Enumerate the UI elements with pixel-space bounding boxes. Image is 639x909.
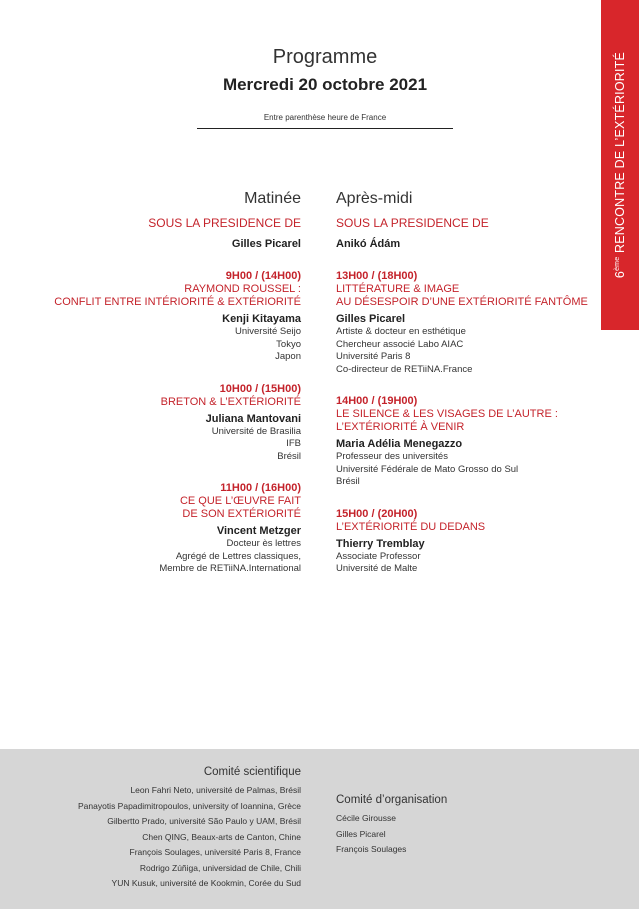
afternoon-slot-2 [336, 395, 588, 489]
committee-member: Chen QING, Beaux-arts de Canton, Chine [142, 831, 301, 842]
slot-speaker: Vincent Metzger [216, 525, 301, 537]
slot-title-line: L’EXTÉRIORITÉ DU DEDANS [336, 520, 486, 533]
morning-slot-2 [54, 383, 301, 464]
slot-affiliation: Co-directeur de RETiiNA.France [336, 363, 473, 375]
slot-title-line: CONFLIT ENTRE INTÉRIORITÉ & EXTÉRIORITÉ [54, 296, 301, 308]
slot-affiliation: Université de Brasilia [211, 425, 301, 437]
banner-label: RENCONTRE DE L’EXTÉRIORITÉ [613, 51, 627, 257]
slot-title-line: RAYMOND ROUSSEL : [184, 283, 301, 295]
morning-slot-3 [54, 482, 301, 576]
committee-member: Gilles Picarel [336, 828, 386, 839]
slot-affiliation: Membre de RETiiNA.International [159, 563, 301, 574]
slot-title-line: CE QUE L’ŒUVRE FAIT [179, 495, 301, 507]
slot-title-line: LE SILENCE & LES VISAGES DE L’AUTRE : [336, 408, 558, 420]
slot-title-line: LITTÉRATURE & IMAGE [336, 283, 460, 295]
afternoon-column [336, 189, 588, 576]
slot-affiliation: Agrégé de Lettres classiques, [175, 550, 301, 562]
morning-slot-1 [54, 270, 301, 364]
committee-member: Rodrigo Zúñiga, universidad de Chile, Chili [139, 862, 301, 873]
committees-footer [0, 749, 639, 909]
morning-chair-name: Gilles Picarel [231, 238, 301, 250]
slot-speaker: Maria Adélia Menegazzo [336, 438, 463, 450]
afternoon-title: Après-midi [336, 190, 413, 207]
afternoon-chair-name: Anikó Ádám [336, 238, 401, 250]
committee-member: Cécile Girousse [336, 813, 396, 823]
committee-member: YUN Kusuk, université de Kookmin, Corée du Sud [111, 878, 301, 888]
page-title: Programme [272, 46, 378, 68]
slot-affiliation: IFB [286, 438, 301, 449]
committee-member: Leon Fahri Neto, université de Palmas, Brésil [130, 785, 301, 795]
slot-affiliation: Artiste & docteur en esthétique [336, 326, 466, 337]
afternoon-slot-1 [336, 270, 588, 376]
afternoon-chair-label: SOUS LA PRESIDENCE DE [336, 216, 489, 230]
slot-time: 9H00 / (14H00) [225, 270, 301, 282]
committee-member: François Soulages [336, 844, 407, 854]
slot-affiliation: Associate Professor [336, 550, 421, 562]
slot-title-line: BRETON & L’EXTÉRIORITÉ [160, 395, 301, 408]
slot-affiliation: Japon [275, 351, 301, 362]
slot-affiliation: Chercheur associé Labo AIAC [336, 338, 464, 350]
slot-affiliation: Docteur ès lettres [226, 538, 301, 549]
committee-member: Gilbertto Prado, université São Paulo y UAM, Brésil [107, 816, 301, 826]
slot-affiliation: Brésil [336, 476, 360, 487]
timezone-note: Entre parenthèse heure de France [263, 113, 387, 122]
slot-title-line: DE SON EXTÉRIORITÉ [182, 508, 301, 520]
slot-speaker: Gilles Picarel [336, 313, 406, 325]
slot-time: 11H00 / (16H00) [220, 482, 301, 494]
slot-affiliation: Université Seijo [235, 326, 301, 337]
slot-time: 13H00 / (18H00) [336, 270, 418, 282]
slot-affiliation: Université de Malte [336, 563, 418, 574]
slot-affiliation: Brésil [277, 450, 301, 462]
slot-affiliation: Professeur des universités [336, 451, 448, 462]
organisation-committee-title: Comité d’organisation [336, 794, 448, 806]
afternoon-slot-3 [336, 508, 588, 576]
scientific-committee-title: Comité scientifique [203, 766, 301, 778]
scientific-committee [78, 765, 301, 892]
committee-member: François Soulages, université Paris 8, France [129, 847, 301, 857]
slot-affiliation: Tokyo [276, 338, 301, 350]
banner-number: 6 [613, 270, 627, 279]
banner-superscript: ème [614, 256, 621, 271]
morning-column [54, 189, 301, 576]
slot-title-line: L’EXTÉRIORITÉ À VENIR [336, 421, 465, 433]
morning-title: Matinée [244, 190, 301, 207]
slot-time: 15H00 / (20H00) [336, 507, 418, 520]
slot-title-line: AU DÉSESPOIR D’UNE EXTÉRIORITÉ FANTÔME [336, 296, 588, 308]
morning-chair-label: SOUS LA PRESIDENCE DE [148, 216, 301, 230]
slot-affiliation: Université Paris 8 [336, 351, 411, 362]
slot-time: 14H00 / (19H00) [336, 395, 418, 407]
organisation-committee [336, 793, 447, 858]
slot-speaker: Juliana Mantovani [205, 412, 301, 425]
slot-speaker: Thierry Tremblay [336, 537, 425, 550]
header-divider [197, 128, 453, 129]
page-date: Mercredi 20 octobre 2021 [222, 75, 428, 94]
committee-member: Panayotis Papadimitropoulos, university of Ioannina, Grèce [77, 800, 301, 811]
slot-time: 10H00 / (15H00) [219, 382, 301, 395]
slot-affiliation: Université Fédérale de Mato Grosso do Sul [336, 463, 519, 475]
slot-speaker: Kenji Kitayama [222, 313, 301, 325]
